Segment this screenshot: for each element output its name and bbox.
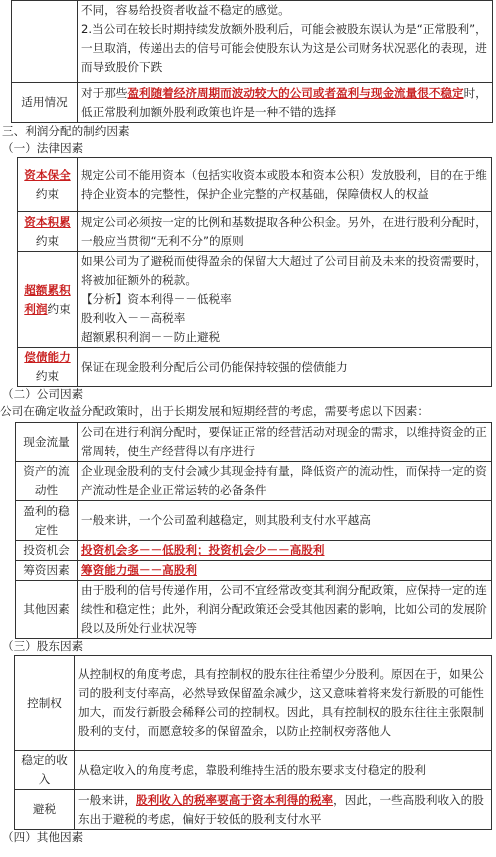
solvency-label: 偿债能力 约束 <box>18 348 78 387</box>
analysis-line-1: 【分析】资本利得－－低税率 <box>81 292 232 306</box>
company-factors-table <box>15 422 492 639</box>
section-3-title: 三、利润分配的制约因素 <box>2 124 130 138</box>
other-factors-heading: （四）其他因素 <box>2 830 84 844</box>
control-label: 控制权 <box>15 656 75 751</box>
excess-profit-label: 超额累积利润约束 <box>18 252 78 348</box>
earnings-stability-label: 盈利的稳定性 <box>16 501 78 541</box>
company-factors-heading: （二）公司因素 <box>2 387 84 401</box>
shareholder-factors-table <box>14 655 492 830</box>
empty-label-cell <box>12 1 78 83</box>
cash-flow-label: 现金流量 <box>16 423 78 462</box>
legal-factors-heading: （一）法律因素 <box>2 141 84 155</box>
disadvantage-cell <box>78 1 493 83</box>
capital-accumulation-label: 资本积累 约束 <box>18 212 78 252</box>
cash-flow-text: 公司在进行利润分配时，要保证正常的经营活动对现金的需求，以维持资金的正常周转，使生产经营得以有序进行 <box>78 423 492 462</box>
company-factors-intro: 公司在确定收益分配政策时，出于长期发展和短期经营的考虑，需要考虑以下因素： <box>0 404 429 418</box>
investment-opportunity-label: 投资机会 <box>16 541 78 561</box>
financing-label: 筹资因素 <box>16 561 78 581</box>
applicable-highlight: 盈利随着经济周期而波动较大的公司或者盈利与现金流量很不稳定 <box>127 85 464 100</box>
other-factors-label: 其他因素 <box>16 581 78 639</box>
tax-avoidance-text: 一般来讲，股利收入的税率要高于资本利得的税率，因此，一些高股利收入的股东出于避税的考虑，偏好于较低的股利支付水平 <box>75 790 492 830</box>
earnings-stability-text: 一般来讲，一个公司盈利越稳定，则其股利支付水平越高 <box>78 501 492 541</box>
asset-liquidity-text: 企业现金股利的支付会减少其现金持有量，降低资产的流动性，而保持一定的资产流动性是企业正常运转的必备条件 <box>78 462 492 501</box>
asset-liquidity-label: 资产的流动性 <box>16 462 78 501</box>
tax-rate-highlight: 股利收入的税率要高于资本利得的税率 <box>135 792 334 807</box>
excess-profit-text: 如果公司为了避税而使得盈余的保留大大超过了公司目前及未来的投资需要时，将被加征额外的税款。 【分析】资本利得－－低税率 股利收入－－高税率 超额累积利润－－防止避税 <box>78 252 492 348</box>
other-factors-text: 由于股利的信号传递作用，公司不宜经常改变其利润分配政策，应保持一定的连续性和稳定性；此外，利润分配政策还会受其他因素的影响，比如公司的发展阶段以及所处行业状况等 <box>78 581 492 639</box>
shareholder-factors-heading: （三）股东因素 <box>2 639 84 653</box>
disadvantage-text-2: 2.当公司在较长时期持续发放额外股利后，可能会被股东误认为是“正常股利”，一旦取消，传递出去的信号可能会使股东认为这是公司财务状况恶化的表现，进而导致股价下跌 <box>81 22 487 74</box>
dividend-policy-table <box>11 0 493 123</box>
applicable-text: 对于那些盈利随着经济周期而波动较大的公司或者盈利与现金流量很不稳定时，低正常股利加额外股利政策也许是一种不错的选择 <box>78 83 493 123</box>
control-text: 从控制权的角度考虑，具有控制权的股东往往希望少分股利。原因在于，如果公司的股利支付率高，必然导致保留盈余减少，这又意味着将来发行新股的可能性加大，而发行新股会稀释公司的控制权。因此，具有控制权的股东往往主张限制股利的支付，而愿意较多的保留盈余，以防止控制权旁落他人 <box>75 656 492 751</box>
capital-preservation-label: 资本保全 约束 <box>18 158 78 212</box>
analysis-line-2: 股利收入－－高税率 <box>81 311 186 325</box>
financing-text: 筹资能力强－－高股利 <box>78 561 492 581</box>
disadvantage-text-1: 不同，容易给投资者收益不稳定的感觉。 <box>81 3 290 17</box>
analysis-line-3: 超额累积利润－－防止避税 <box>81 330 221 344</box>
tax-avoidance-label: 避税 <box>15 790 75 830</box>
applicable-label: 适用情况 <box>12 83 78 123</box>
stable-income-text: 从稳定收入的角度考虑，靠股利维持生活的股东要求支付稳定的股利 <box>75 751 492 790</box>
stable-income-label: 稳定的收入 <box>15 751 75 790</box>
solvency-text: 保证在现金股利分配后公司仍能保持较强的偿债能力 <box>78 348 492 387</box>
legal-factors-table <box>17 157 492 387</box>
investment-opportunity-text: 投资机会多－－低股利；投资机会少－－高股利 <box>78 541 492 561</box>
capital-accumulation-text: 规定公司必须按一定的比例和基数提取各种公积金。另外，在进行股利分配时，一般应当贯彻“无利不分”的原则 <box>78 212 492 252</box>
capital-preservation-text: 规定公司不能用资本（包括实收资本或股本和资本公积）发放股利，目的在于维持企业资本的完整性，保护企业完整的产权基础，保障债权人的权益 <box>78 158 492 212</box>
